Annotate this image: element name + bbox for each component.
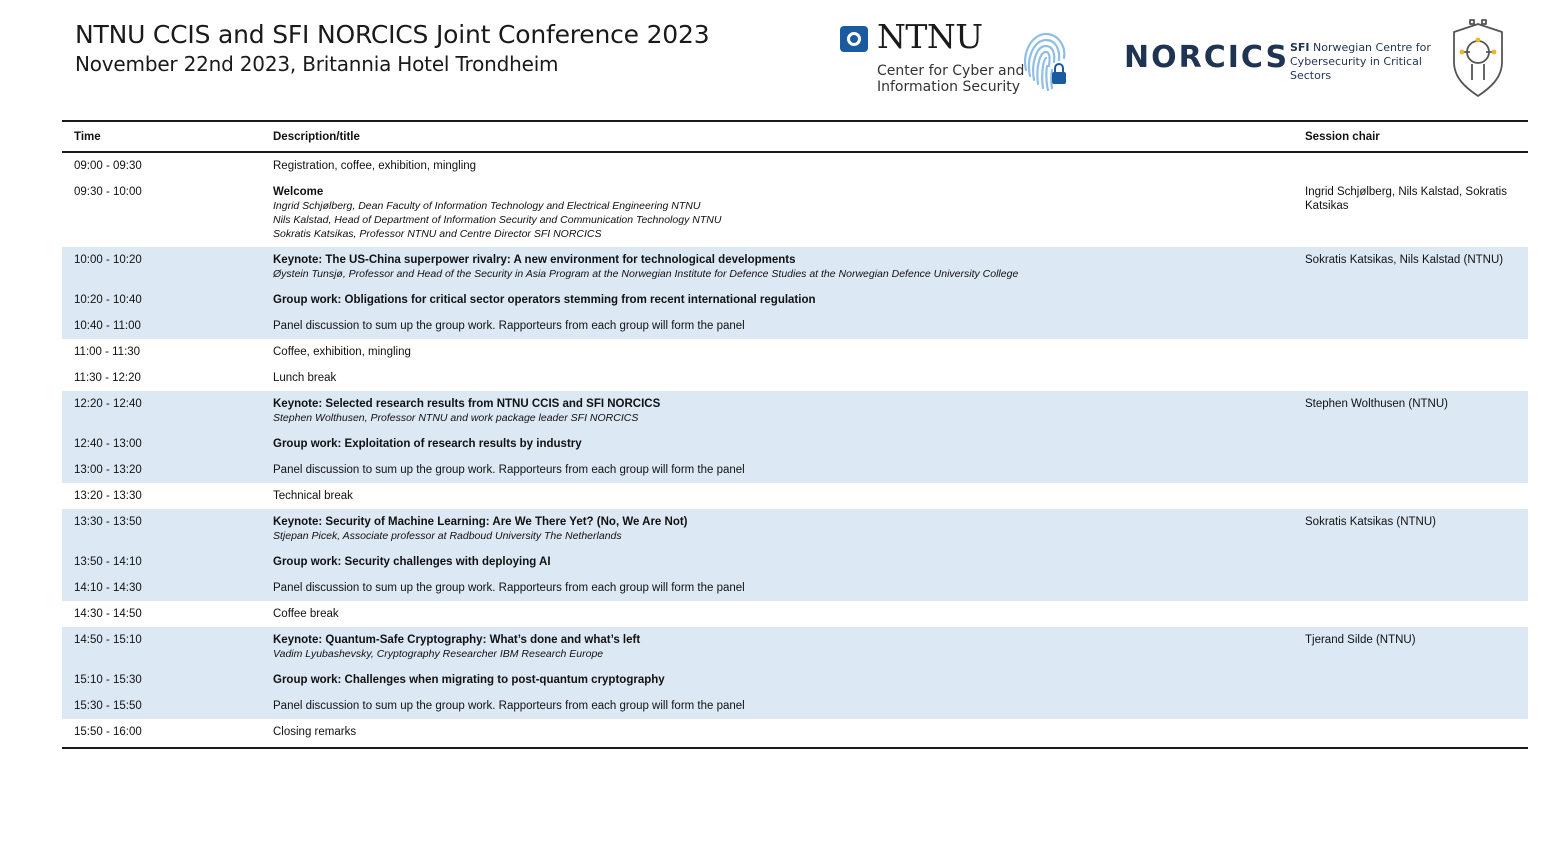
norcics-center-line3: Sectors xyxy=(1290,69,1332,82)
cell-description xyxy=(261,391,1293,431)
cell-session-chair xyxy=(1293,431,1528,457)
ntnu-wordmark: NTNU xyxy=(877,17,983,56)
session-title: Group work: Security challenges with deploying AI xyxy=(273,556,551,568)
cell-session-chair xyxy=(1293,152,1528,179)
cell-description xyxy=(261,667,1293,693)
norcics-center-name xyxy=(1290,41,1431,83)
header-description: Description/title xyxy=(261,121,1293,152)
table-row xyxy=(62,431,1528,457)
table-row xyxy=(62,549,1528,575)
cell-session-chair: Ingrid Schjølberg, Nils Kalstad, Sokratis Katsikas xyxy=(1305,186,1507,212)
ntnu-center-name xyxy=(877,63,1024,95)
cell-session-chair xyxy=(1293,339,1528,365)
cell-time: 14:50 - 15:10 xyxy=(62,627,261,667)
cell-session-chair xyxy=(1293,667,1528,693)
session-title: Panel discussion to sum up the group work. Rapporteurs from each group will form the panel xyxy=(273,700,745,712)
session-title: Lunch break xyxy=(273,372,337,384)
cell-description xyxy=(261,627,1293,667)
table-row xyxy=(62,391,1528,431)
norcics-wordmark: NORCICS xyxy=(1124,40,1290,75)
table-row xyxy=(62,365,1528,391)
cell-description xyxy=(261,152,1293,179)
cell-time: 10:00 - 10:20 xyxy=(62,247,261,287)
table-row xyxy=(62,601,1528,627)
cell-description xyxy=(261,549,1293,575)
cell-session-chair xyxy=(1293,575,1528,601)
session-title: Group work: Obligations for critical sector operators stemming from recent international regulation xyxy=(273,294,816,306)
cell-session-chair xyxy=(1293,457,1528,483)
cell-description xyxy=(261,339,1293,365)
cell-session-chair xyxy=(1293,549,1528,575)
table-row xyxy=(62,313,1528,339)
header-session-chair: Session chair xyxy=(1293,121,1528,152)
session-title: Group work: Exploitation of research results by industry xyxy=(273,438,582,450)
cell-description xyxy=(261,457,1293,483)
table-row xyxy=(62,247,1528,287)
cell-description xyxy=(261,313,1293,339)
ntnu-center-line1: Center for Cyber and xyxy=(877,63,1025,79)
session-speaker: Øystein Tunsjø, Professor and Head of the Security in Asia Program at the Norwegian Institute for Defence Studies at the Norwegian Defence University College xyxy=(273,268,1019,280)
session-speaker: Nils Kalstad, Head of Department of Information Security and Communication Technology NTNU xyxy=(273,214,722,226)
table-row xyxy=(62,509,1528,549)
cell-time: 13:30 - 13:50 xyxy=(62,509,261,549)
shield-head-icon xyxy=(1448,18,1508,98)
norcics-center-line1: Norwegian Centre for xyxy=(1313,41,1431,54)
cell-description xyxy=(261,287,1293,313)
table-row xyxy=(62,287,1528,313)
fingerprint-lock-icon xyxy=(1018,28,1070,94)
cell-time: 13:00 - 13:20 xyxy=(62,457,261,483)
session-title: Panel discussion to sum up the group work. Rapporteurs from each group will form the panel xyxy=(273,582,745,594)
cell-time: 10:20 - 10:40 xyxy=(62,287,261,313)
schedule-body xyxy=(62,152,1528,748)
session-title: Group work: Challenges when migrating to post-quantum cryptography xyxy=(273,674,665,686)
table-row xyxy=(62,575,1528,601)
header-time: Time xyxy=(62,121,261,152)
cell-description xyxy=(261,575,1293,601)
session-speaker: Stephen Wolthusen, Professor NTNU and work package leader SFI NORCICS xyxy=(273,412,639,424)
cell-session-chair: Stephen Wolthusen (NTNU) xyxy=(1293,391,1528,431)
cell-description xyxy=(261,179,1293,247)
cell-time: 12:20 - 12:40 xyxy=(62,391,261,431)
norcics-center-line2: Cybersecurity in Critical xyxy=(1290,55,1422,68)
session-title: Technical break xyxy=(273,490,353,502)
cell-description xyxy=(261,365,1293,391)
cell-time: 13:20 - 13:30 xyxy=(74,490,142,502)
table-row xyxy=(62,627,1528,667)
cell-time: 14:10 - 14:30 xyxy=(62,575,261,601)
cell-time: 10:40 - 11:00 xyxy=(62,313,261,339)
session-title: Coffee, exhibition, mingling xyxy=(273,346,411,358)
cell-time: 15:10 - 15:30 xyxy=(62,667,261,693)
table-row xyxy=(62,457,1528,483)
cell-description xyxy=(261,431,1293,457)
table-row xyxy=(62,152,1528,179)
session-speaker: Ingrid Schjølberg, Dean Faculty of Information Technology and Electrical Engineering NTNU xyxy=(273,200,701,212)
cell-time: 09:30 - 10:00 xyxy=(74,186,142,198)
cell-description xyxy=(261,509,1293,549)
session-speaker: Sokratis Katsikas, Professor NTNU and Centre Director SFI NORCICS xyxy=(273,228,602,240)
session-title: Keynote: The US-China superpower rivalry: A new environment for technological developments xyxy=(273,254,796,266)
page-header xyxy=(0,0,1562,118)
norcics-sfi-label: SFI xyxy=(1290,41,1310,54)
session-title: Panel discussion to sum up the group work. Rapporteurs from each group will form the panel xyxy=(273,320,745,332)
session-speaker: Vadim Lyubashevsky, Cryptography Researcher IBM Research Europe xyxy=(273,648,604,660)
table-row xyxy=(62,179,1528,247)
page-title: NTNU CCIS and SFI NORCICS Joint Conference 2023 xyxy=(75,20,710,49)
cell-session-chair xyxy=(1293,483,1528,509)
session-title: Coffee break xyxy=(273,608,339,620)
cell-session-chair: Sokratis Katsikas, Nils Kalstad (NTNU) xyxy=(1293,247,1528,287)
cell-time: 09:00 - 09:30 xyxy=(74,160,142,172)
table-row xyxy=(62,719,1528,748)
cell-time: 11:30 - 12:20 xyxy=(74,372,141,384)
table-row xyxy=(62,483,1528,509)
schedule-table xyxy=(62,120,1528,749)
cell-time: 13:50 - 14:10 xyxy=(62,549,261,575)
session-title: Keynote: Security of Machine Learning: Are We There Yet? (No, We Are Not) xyxy=(273,516,688,528)
cell-session-chair xyxy=(1293,365,1528,391)
cell-time: 15:50 - 16:00 xyxy=(62,719,261,748)
session-title: Registration, coffee, exhibition, mingling xyxy=(273,160,477,172)
cell-session-chair: Sokratis Katsikas (NTNU) xyxy=(1293,509,1528,549)
cell-time: 14:30 - 14:50 xyxy=(74,608,142,620)
session-title: Keynote: Quantum-Safe Cryptography: What’s done and what’s left xyxy=(273,634,641,646)
cell-time: 15:30 - 15:50 xyxy=(62,693,261,719)
page-subtitle: November 22nd 2023, Britannia Hotel Trondheim xyxy=(75,52,559,76)
cell-session-chair xyxy=(1293,601,1528,627)
session-speaker: Stjepan Picek, Associate professor at Radboud University The Netherlands xyxy=(273,530,622,542)
table-row xyxy=(62,667,1528,693)
cell-description xyxy=(261,719,1293,748)
table-row xyxy=(62,693,1528,719)
cell-description xyxy=(261,247,1293,287)
session-title: Closing remarks xyxy=(273,726,357,738)
ntnu-center-line2: Information Security xyxy=(877,79,1020,95)
cell-description xyxy=(261,483,1293,509)
table-header-row xyxy=(62,121,1528,152)
cell-time: 12:40 - 13:00 xyxy=(62,431,261,457)
cell-session-chair xyxy=(1293,693,1528,719)
session-title: Panel discussion to sum up the group work. Rapporteurs from each group will form the panel xyxy=(273,464,745,476)
table-row xyxy=(62,339,1528,365)
cell-session-chair xyxy=(1293,313,1528,339)
session-title: Welcome xyxy=(273,186,324,198)
cell-time: 11:00 - 11:30 xyxy=(74,346,141,358)
cell-session-chair xyxy=(1293,287,1528,313)
cell-session-chair xyxy=(1293,719,1528,748)
cell-session-chair: Tjerand Silde (NTNU) xyxy=(1293,627,1528,667)
ntnu-mark-icon xyxy=(840,26,868,52)
session-title: Keynote: Selected research results from NTNU CCIS and SFI NORCICS xyxy=(273,398,661,410)
cell-description xyxy=(261,601,1293,627)
cell-description xyxy=(261,693,1293,719)
